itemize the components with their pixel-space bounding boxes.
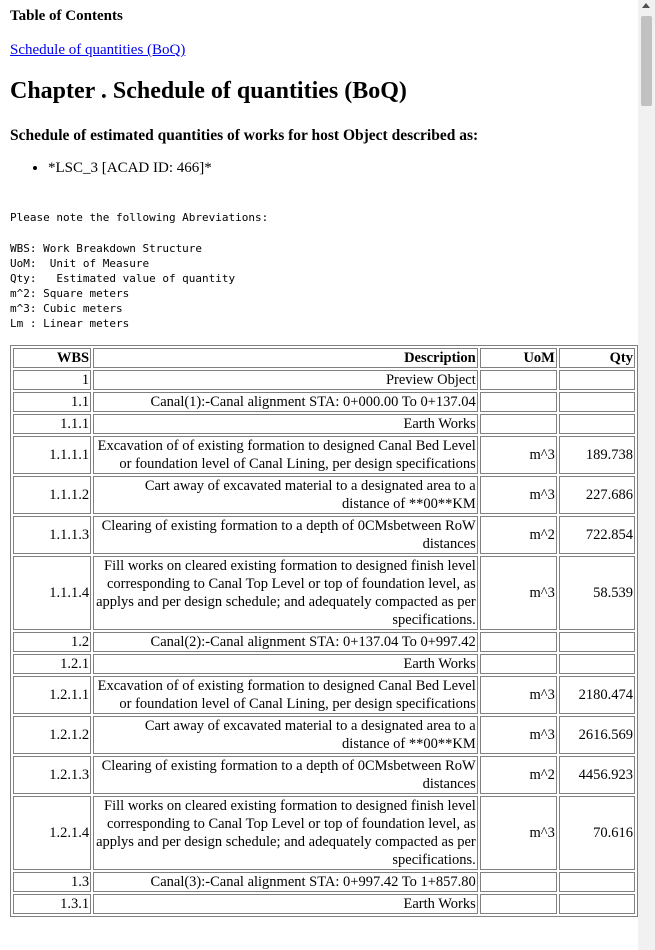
cell-description: Canal(1):-Canal alignment STA: 0+000.00 To 0+137.04 [93, 392, 478, 412]
table-row [13, 894, 635, 914]
cell-qty: 722.854 [559, 516, 635, 554]
table-row [13, 436, 635, 474]
vertical-scrollbar[interactable] [638, 0, 655, 950]
cell-qty [559, 654, 635, 674]
cell-qty [559, 872, 635, 892]
chapter-subheading: Schedule of estimated quantities of works for host Object described as: [10, 127, 479, 144]
cell-uom [480, 654, 557, 674]
cell-description: Excavation of of existing formation to designed Canal Bed Level or foundation level of Canal Lining, per design specifications [93, 676, 478, 714]
cell-qty [559, 392, 635, 412]
abbreviation-list: WBS: Work Breakdown Structure UoM: Unit of Measure Qty: Estimated value of quantity m^2: Square meters m^3: Cubic meters Lm : Linear meters [10, 242, 236, 330]
cell-description: Canal(2):-Canal alignment STA: 0+137.04 To 0+997.42 [93, 632, 478, 652]
cell-qty: 2616.569 [559, 716, 635, 754]
cell-uom [480, 894, 557, 914]
table-row [13, 370, 635, 390]
cell-wbs: 1.2.1 [13, 654, 91, 674]
table-row [13, 796, 635, 870]
cell-wbs: 1.2.1.3 [13, 756, 91, 794]
table-row [13, 756, 635, 794]
cell-description: Earth Works [93, 894, 478, 914]
toc-title: Table of Contents [10, 8, 123, 24]
cell-uom [480, 392, 557, 412]
table-row [13, 556, 635, 630]
cell-uom [480, 872, 557, 892]
cell-qty [559, 632, 635, 652]
table-row [13, 632, 635, 652]
cell-uom: m^2 [480, 756, 557, 794]
cell-wbs: 1 [13, 370, 91, 390]
cell-description: Canal(3):-Canal alignment STA: 0+997.42 To 1+857.80 [93, 872, 478, 892]
table-row [13, 392, 635, 412]
table-row [13, 476, 635, 514]
header-description: Description [93, 348, 478, 368]
table-row [13, 872, 635, 892]
cell-wbs: 1.3 [13, 872, 91, 892]
cell-description: Earth Works [93, 414, 478, 434]
table-row [13, 676, 635, 714]
cell-wbs: 1.1.1 [13, 414, 91, 434]
header-qty: Qty [559, 348, 635, 368]
table-row [13, 516, 635, 554]
cell-qty: 2180.474 [559, 676, 635, 714]
cell-description: Earth Works [93, 654, 478, 674]
cell-uom [480, 414, 557, 434]
cell-qty: 70.616 [559, 796, 635, 870]
abbreviation-note: Please note the following Abreviations: [10, 211, 269, 224]
header-uom: UoM [480, 348, 557, 368]
object-list-item: • *LSC_3 [ACAD ID: 466]* [48, 160, 212, 177]
cell-uom: m^3 [480, 476, 557, 514]
cell-qty: 227.686 [559, 476, 635, 514]
cell-wbs: 1.2.1.1 [13, 676, 91, 714]
cell-qty [559, 414, 635, 434]
cell-wbs: 1.1.1.1 [13, 436, 91, 474]
cell-description: Excavation of of existing formation to designed Canal Bed Level or foundation level of Canal Lining, per design specifications [93, 436, 478, 474]
cell-uom: m^3 [480, 556, 557, 630]
cell-qty: 4456.923 [559, 756, 635, 794]
cell-qty [559, 894, 635, 914]
cell-wbs: 1.1.1.4 [13, 556, 91, 630]
cell-uom: m^3 [480, 436, 557, 474]
cell-uom: m^3 [480, 676, 557, 714]
cell-wbs: 1.1.1.2 [13, 476, 91, 514]
cell-description: Cart away of excavated material to a designated area to a distance of **00**KM [93, 716, 478, 754]
cell-qty: 58.539 [559, 556, 635, 630]
cell-qty: 189.738 [559, 436, 635, 474]
table-body [13, 370, 635, 914]
cell-wbs: 1.2.1.4 [13, 796, 91, 870]
cell-uom: m^3 [480, 716, 557, 754]
cell-wbs: 1.1.1.3 [13, 516, 91, 554]
cell-uom: m^2 [480, 516, 557, 554]
cell-wbs: 1.2 [13, 632, 91, 652]
cell-wbs: 1.3.1 [13, 894, 91, 914]
cell-description: Cart away of excavated material to a designated area to a distance of **00**KM [93, 476, 478, 514]
boq-table-wrapper [10, 345, 638, 917]
table-row [13, 654, 635, 674]
scroll-up-arrow-icon[interactable] [642, 3, 650, 8]
table-row [13, 414, 635, 434]
object-list [10, 160, 212, 177]
cell-description: Clearing of existing formation to a depth of 0CMsbetween RoW distances [93, 516, 478, 554]
cell-uom [480, 370, 557, 390]
toc-link-boq[interactable]: Schedule of quantities (BoQ) [10, 42, 186, 58]
cell-wbs: 1.1 [13, 392, 91, 412]
cell-description: Clearing of existing formation to a depth of 0CMsbetween RoW distances [93, 756, 478, 794]
cell-uom: m^3 [480, 796, 557, 870]
table-header-row [13, 348, 635, 368]
cell-qty [559, 370, 635, 390]
cell-description: Fill works on cleared existing formation to designed finish level corresponding to Canal Top Level or top of foundation level, as applys and per design schedule; and adequately compacted as per specifications. [93, 556, 478, 630]
cell-description: Preview Object [93, 370, 478, 390]
cell-description: Fill works on cleared existing formation to designed finish level corresponding to Canal Top Level or top of foundation level, as applys and per design schedule; and adequately compacted as per specifications. [93, 796, 478, 870]
cell-wbs: 1.2.1.2 [13, 716, 91, 754]
header-wbs: WBS [13, 348, 91, 368]
cell-uom [480, 632, 557, 652]
chapter-title: Chapter . Schedule of quantities (BoQ) [10, 78, 407, 104]
scrollbar-thumb[interactable] [641, 16, 652, 106]
boq-table [10, 345, 638, 917]
table-row [13, 716, 635, 754]
